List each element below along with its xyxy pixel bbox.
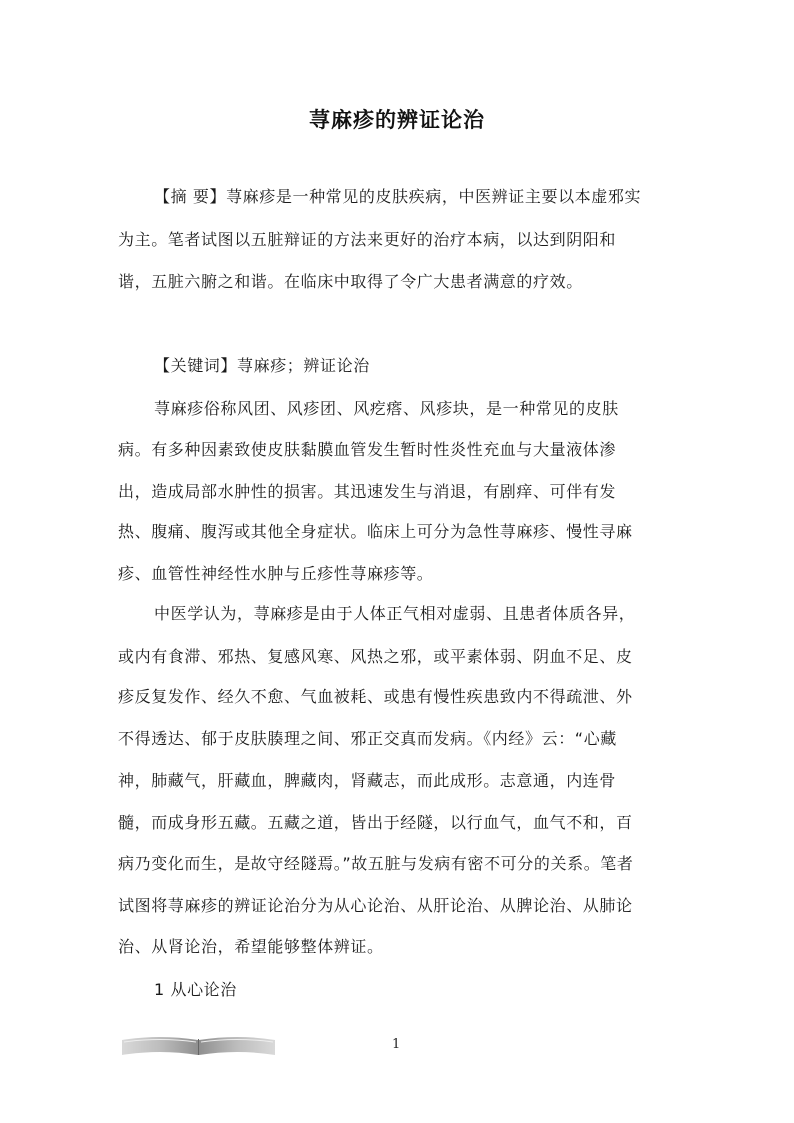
abstract-line: 为主。笔者试图以五脏辩证的方法来更好的治疗本病，以达到阴阳和 (118, 230, 617, 249)
book-icon (120, 1034, 277, 1056)
section-heading: 1 从心论治 (154, 980, 237, 999)
paragraph-line: 中医学认为，荨麻疹是由于人体正气相对虚弱、且患者体质各异， (154, 604, 636, 623)
abstract-line: 【摘 要】荨麻疹是一种常见的皮肤疾病，中医辨证主要以本虚邪实 (154, 187, 642, 206)
paragraph-line: 或内有食滞、邪热、复感风寒、风热之邪，或平素体弱、阴血不足、皮 (118, 647, 633, 666)
paragraph-line: 热、腹痛、腹泻或其他全身症状。临床上可分为急性荨麻疹、慢性寻麻 (118, 522, 633, 541)
paragraph-line: 疹、血管性神经性水肿与丘疹性荨麻疹等。 (118, 564, 434, 583)
paragraph-line: 试图将荨麻疹的辨证论治分为从心论治、从肝论治、从脾论治、从肺论 (118, 896, 633, 915)
paragraph-line: 出，造成局部水肿性的损害。其迅速发生与消退，有剧痒、可伴有发 (118, 482, 617, 501)
paragraph-line: 荨麻疹俗称风团、风疹团、风疙瘩、风疹块，是一种常见的皮肤 (154, 399, 619, 418)
paragraph-line: 病乃变化而生，是故守经隧焉。”故五脏与发病有密不可分的关系。笔者 (118, 854, 634, 873)
paragraph-line: 病。有多种因素致使皮肤黏膜血管发生暂时性炎性充血与大量液体渗 (118, 440, 617, 459)
paragraph-line: 神，肺藏气，肝藏血，脾藏肉，肾藏志，而此成形。志意通，内连骨 (118, 771, 617, 790)
paragraph-line: 治、从肾论治，希望能够整体辨证。 (118, 937, 384, 956)
keywords-line: 【关键词】荨麻疹；辨证论治 (154, 356, 370, 375)
paragraph-line: 髓，而成身形五藏。五藏之道，皆出于经隧，以行血气，血气不和，百 (118, 813, 633, 832)
abstract-line: 谐，五脏六腑之和谐。在临床中取得了令广大患者满意的疗效。 (118, 272, 583, 291)
paragraph-line: 不得透达、郁于皮肤腠理之间、邪正交真而发病。《内经》云：“心藏 (118, 729, 617, 748)
page-number: 1 (392, 1037, 401, 1052)
document-title: 荨麻疹的辨证论治 (309, 108, 485, 132)
paragraph-line: 疹反复发作、经久不愈、气血被耗、或患有慢性疾患致内不得疏泄、外 (118, 687, 633, 706)
